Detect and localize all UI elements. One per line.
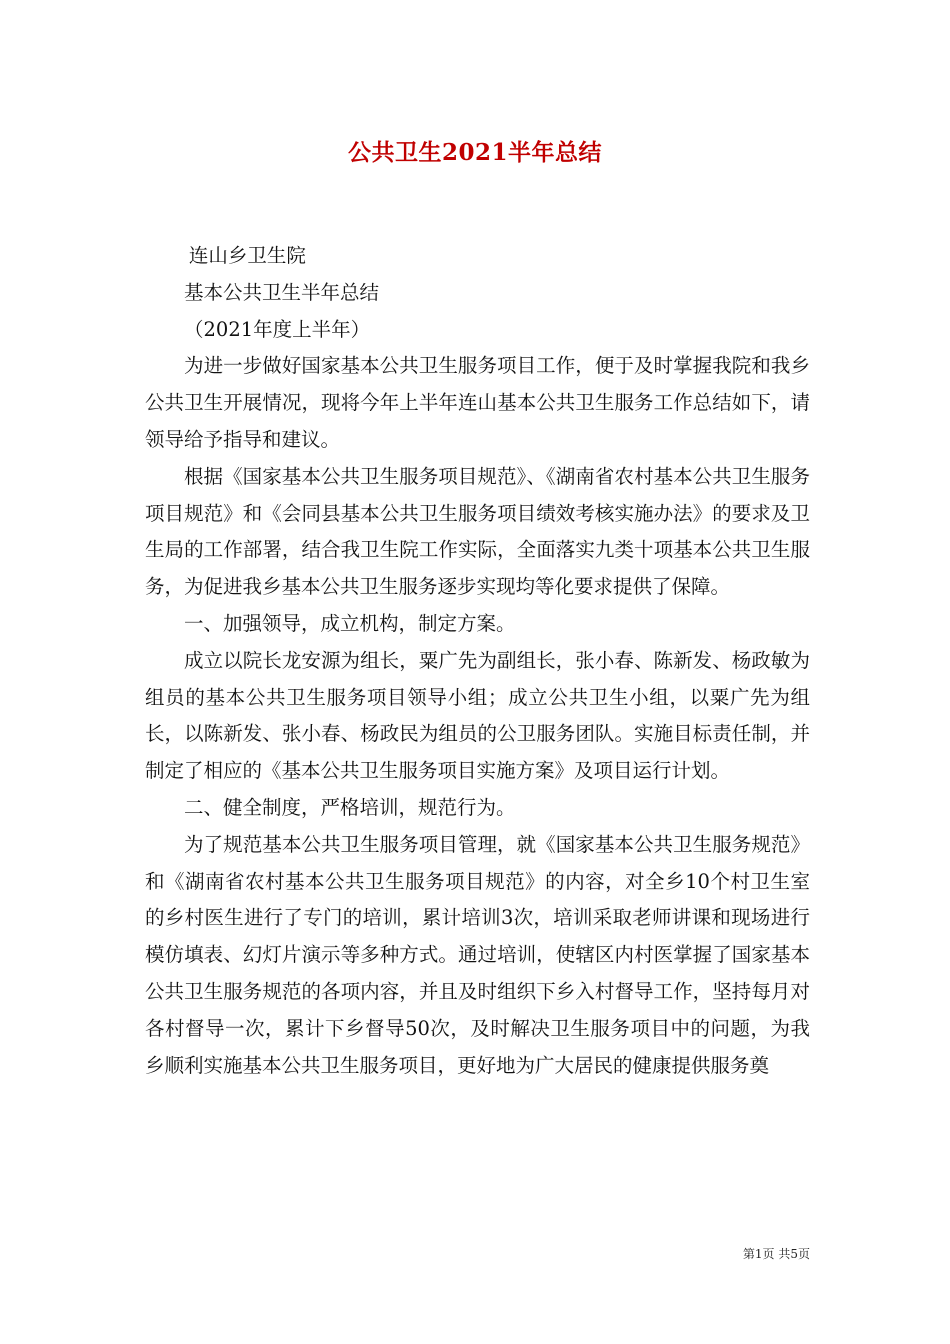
page-number: 第1页 共5页 xyxy=(742,1247,810,1261)
report-subtitle: 基本公共卫生半年总结 xyxy=(184,280,380,304)
section-heading-2: 二、健全制度，严格培训，规范行为。 xyxy=(184,795,516,819)
section-heading-1: 一、加强领导，成立机构，制定方案。 xyxy=(184,611,516,635)
report-period: （2021年度上半年） xyxy=(184,317,371,341)
document-title: 公共卫生2021半年总结 xyxy=(347,139,602,166)
document-body xyxy=(145,238,810,1084)
paragraph-training: 为了规范基本公共卫生服务项目管理，就《国家基本公共卫生服务规范》和《湖南省农村基本公共卫生服务项目规范》的内容，对全乡10个村卫生室的乡村医生进行了专门的培训，累计培训3次，培训采取老师讲课和现场进行模仿填表、幻灯片演示等多种方式。通过培训，使辖区内村医掌握了国家基本公共卫生服务规范的各项内容，并且及时组织下乡入村督导工作，坚持每月对各村督导一次，累计下乡督导50次，及时解决卫生服务项目中的问题，为我乡顺利实施基本公共卫生服务项目，更好地为广大居民的健康提供服务奠 xyxy=(145,832,810,1077)
paragraph-leadership: 成立以院长龙安源为组长，粟广先为副组长，张小春、陈新发、杨政敏为组员的基本公共卫生服务项目领导小组；成立公共卫生小组，以粟广先为组长，以陈新发、张小春、杨政民为组员的公卫服务团队。实施目标责任制，并制定了相应的《基本公共卫生服务项目实施方案》及项目运行计划。 xyxy=(145,648,810,783)
paragraph-intro: 为进一步做好国家基本公共卫生服务项目工作，便于及时掌握我院和我乡公共卫生开展情况，现将今年上半年连山基本公共卫生服务工作总结如下，请领导给予指导和建议。 xyxy=(145,354,810,451)
paragraph-basis: 根据《国家基本公共卫生服务项目规范》、《湖南省农村基本公共卫生服务项目规范》和《会同县基本公共卫生服务项目绩效考核实施办法》的要求及卫生局的工作部署，结合我卫生院工作实际，全面落实九类十项基本公共卫生服务，为促进我乡基本公共卫生服务逐步实现均等化要求提供了保障。 xyxy=(145,464,810,599)
organization-line: 连山乡卫生院 xyxy=(188,244,306,267)
